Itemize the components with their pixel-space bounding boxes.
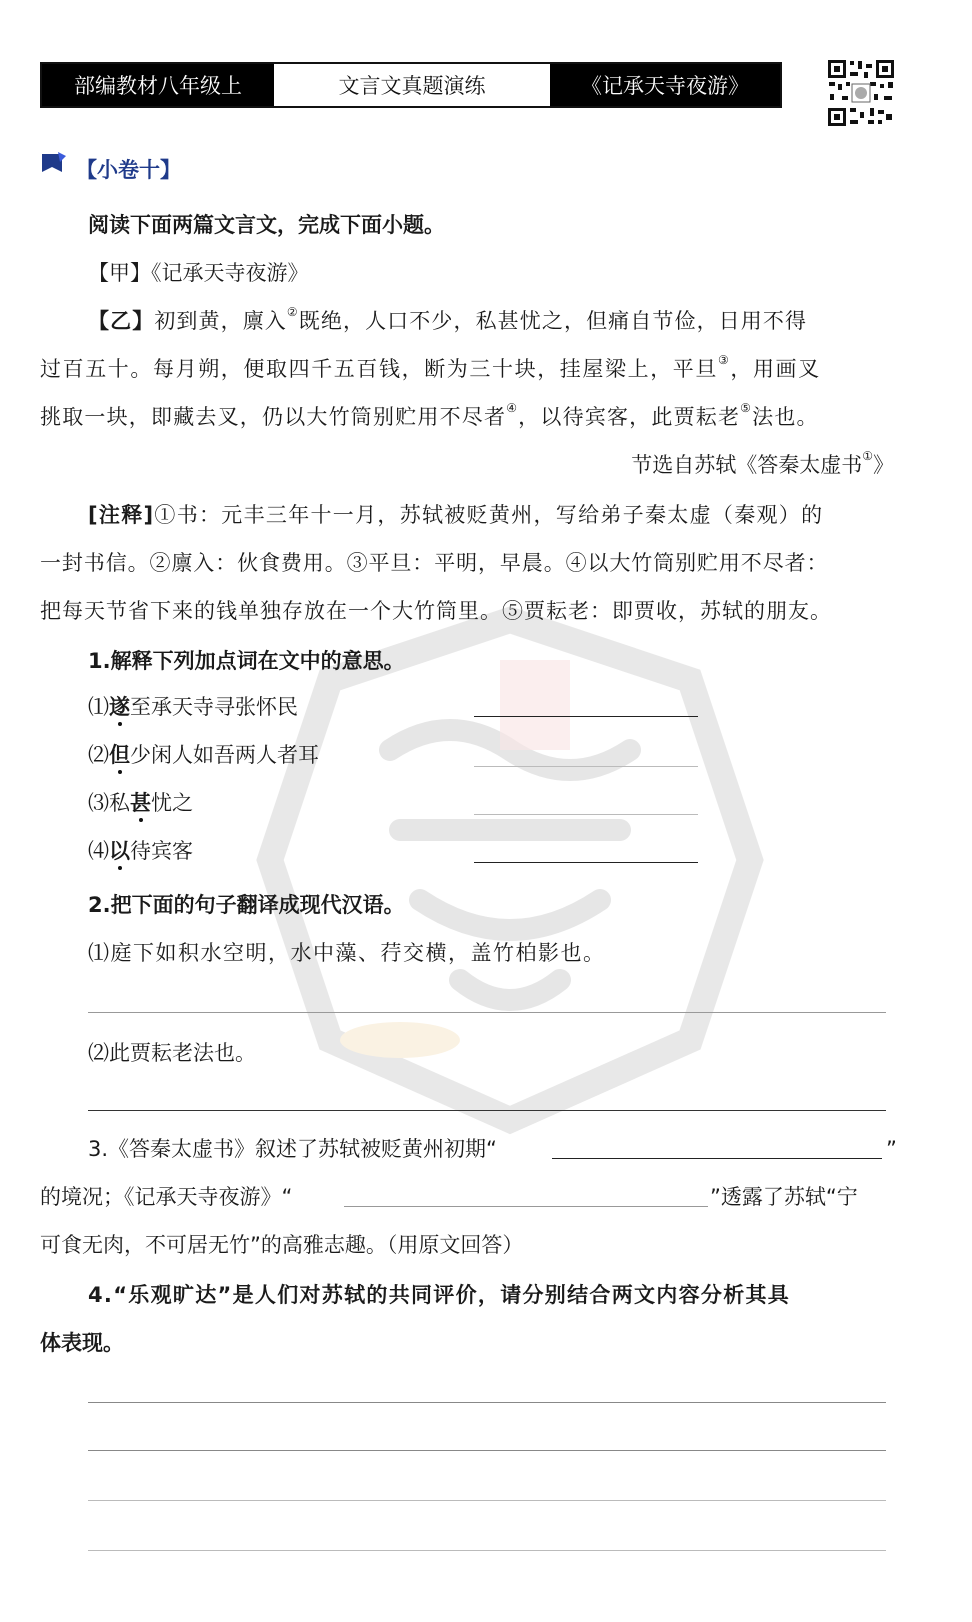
watermark-seal (250, 600, 770, 1140)
q3-line-1 (88, 1134, 497, 1164)
q4-line-2: 体表现。 (40, 1331, 124, 1355)
q3-line-2a: 的境况；《记承天寺夜游》“ (40, 1185, 293, 1209)
q1-item-3 (88, 788, 193, 818)
text-yi-source (631, 450, 894, 480)
dotted-word: 遂 (109, 695, 130, 719)
source-end: 》 (873, 453, 894, 477)
qr-code-icon (826, 58, 896, 128)
q1-item-4 (88, 836, 193, 866)
item-number: ⑶ (88, 791, 109, 815)
notes-line-3: 把每天节省下来的钱单独存放在一个大竹筒里。⑤贾耘老：即贾收，苏轼的朋友。 (40, 599, 832, 623)
notes-label: [注释] (88, 503, 155, 527)
section-label: 【小卷十】 (76, 158, 181, 182)
q1-stem: 1.解释下列加点词在文中的意思。 (88, 649, 405, 673)
q4-answer-line-1[interactable] (88, 1402, 886, 1403)
dotted-word: 甚 (130, 791, 151, 815)
text-yi-seg: ，用画叉 (730, 357, 821, 381)
q1-answer-blank-1[interactable] (474, 716, 698, 717)
q1-answer-blank-2[interactable] (474, 766, 698, 767)
q4-answer-line-3[interactable] (88, 1500, 886, 1501)
item-text: 私 (109, 791, 130, 815)
note-ref: ④ (506, 401, 519, 415)
dotted-word: 但 (109, 743, 130, 767)
item-text: 忧之 (151, 791, 193, 815)
q1-item-2 (88, 740, 319, 770)
instruction: 阅读下面两篇文言文，完成下面小题。 (88, 213, 445, 237)
notes-text: ①书：元丰三年十一月，苏轼被贬黄州，写给弟子秦太虚（秦观）的 (154, 503, 824, 527)
text-yi-seg: 过百五十。每月朔，便取四千五百钱，断为三十块，挂屋梁上，平旦 (40, 357, 718, 381)
header-title: 《记承天寺夜游》 (550, 64, 780, 106)
item-number: ⑷ (88, 839, 109, 863)
q1-answer-blank-3[interactable] (474, 814, 698, 815)
q4-line-1: 4.“乐观旷达”是人们对苏轼的共同评价，请分别结合两文内容分析其具 (88, 1283, 791, 1307)
q3-line-2b: ”透露了苏轼“宁 (710, 1185, 858, 1209)
q3-answer-blank-2[interactable] (344, 1206, 708, 1207)
text-yi-seg: ，以待宾客，此贾耘老 (518, 405, 741, 429)
q3-text: 3.《答秦太虚书》叙述了苏轼被贬黄州初期“ (88, 1137, 497, 1161)
q2-sentence-2: ⑵此贾耘老法也。 (88, 1041, 256, 1065)
note-ref: ⑤ (740, 401, 753, 415)
q4-answer-line-2[interactable] (88, 1450, 886, 1451)
header-grade: 部编教材八年级上 (42, 64, 274, 106)
text-yi-seg: 挑取一块，即藏去叉，仍以大竹筒别贮用不尽者 (40, 405, 507, 429)
text-yi-label: 【乙】 (88, 309, 155, 333)
note-ref: ① (862, 449, 873, 463)
text-yi-line-1 (88, 306, 807, 336)
q1-item-1 (88, 692, 298, 722)
text-yi-seg: 既绝，人口不少，私甚忧之，但痛自节俭，日用不得 (298, 309, 808, 333)
q3-line-3: 可食无肉，不可居无竹”的高雅志趣。（用原文回答） (40, 1233, 524, 1257)
q4-answer-line-4[interactable] (88, 1550, 886, 1551)
q2-sentence-1: ⑴庭下如积水空明，水中藻、荇交横，盖竹柏影也。 (88, 941, 606, 965)
notes-line-2: 一封书信。②廪入：伙食费用。③平旦：平明，早晨。④以大竹筒别贮用不尽者： (40, 551, 829, 575)
q3-answer-blank-1[interactable] (552, 1158, 882, 1159)
text-yi-line-3 (40, 402, 819, 432)
q2-answer-line-1[interactable] (88, 1012, 886, 1013)
text-yi-seg: 初到黄，廪入 (154, 309, 287, 333)
text-jia: 【甲】《记承天寺夜游》 (88, 261, 309, 285)
q2-answer-line-2[interactable] (88, 1110, 886, 1111)
item-text: 至承天寺寻张怀民 (130, 695, 298, 719)
dotted-word: 以 (109, 839, 130, 863)
source-text: 节选自苏轼《答秦太虚书 (631, 453, 863, 477)
header-band (40, 62, 782, 108)
notes-line-1 (88, 500, 823, 530)
text-yi-line-2 (40, 354, 821, 384)
header-subject: 文言文真题演练 (274, 64, 550, 106)
item-number: ⑴ (88, 695, 109, 719)
item-number: ⑵ (88, 743, 109, 767)
item-text: 少闲人如吾两人者耳 (130, 743, 319, 767)
q3-quote-close: ” (886, 1137, 897, 1161)
bookmark-icon (40, 150, 68, 176)
q2-stem: 2.把下面的句子翻译成现代汉语。 (88, 893, 405, 917)
text-yi-seg: 法也。 (752, 405, 819, 429)
note-ref: ② (286, 305, 299, 319)
item-text: 待宾客 (130, 839, 193, 863)
note-ref: ③ (718, 353, 731, 367)
q1-answer-blank-4[interactable] (474, 862, 698, 863)
